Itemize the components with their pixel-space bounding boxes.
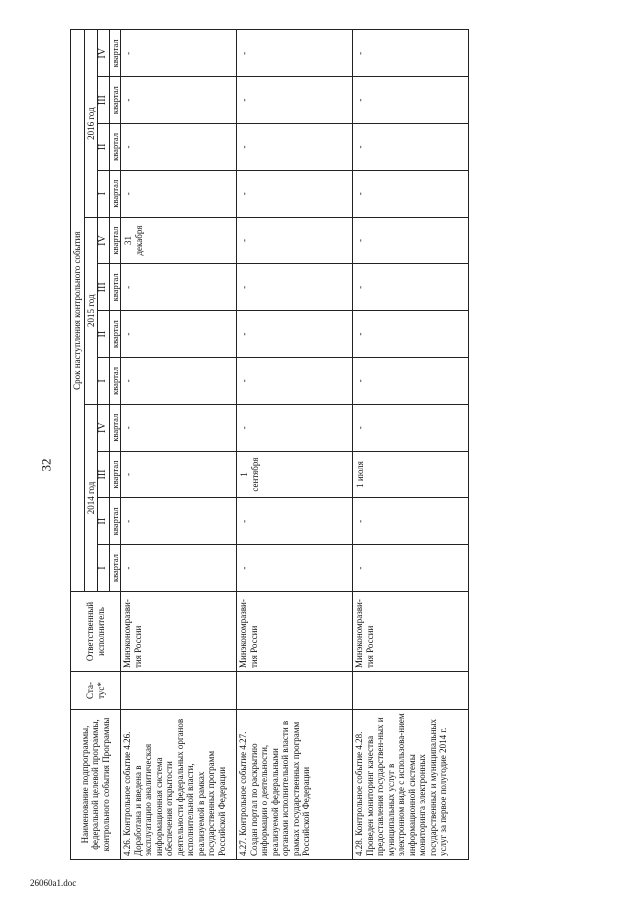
control-events-table — [70, 29, 469, 860]
header-quarter-word: квартал — [109, 545, 121, 592]
header-quarter-word: квартал — [109, 311, 121, 358]
header-quarter-numeral: II — [98, 498, 110, 545]
quarter-deadline-cell: - — [121, 358, 237, 405]
event-description: Проведен мониторинг качества предоставления государствен-ных и муниципальных услуг в электронном виде с использова-нием информационной системы мониторинга электронных государственных и муниципальных услуг за первое полугодие 2014 г. — [364, 713, 448, 856]
status-cell — [121, 672, 237, 710]
event-description: Создан портал по раскрытию информации о деятельности, реализуемой федеральными органами исполнительной власти в рамках государственных программ Российской Федерации — [248, 720, 311, 856]
quarter-deadline-cell: - — [121, 77, 237, 124]
quarter-deadline-cell: - — [353, 124, 469, 171]
header-quarter-word: квартал — [109, 498, 121, 545]
quarter-deadline-cell: - — [121, 545, 237, 592]
header-quarter-word: квартал — [109, 404, 121, 451]
header-quarter-numeral: IV — [98, 217, 110, 264]
header-executor: Ответственный исполнитель — [71, 592, 121, 672]
quarter-deadline-cell: - — [121, 451, 237, 498]
event-title: 4.28. Контрольное событие 4.28. — [354, 731, 364, 856]
quarter-deadline-cell: - — [353, 404, 469, 451]
header-quarter-numeral: I — [98, 545, 110, 592]
header-name: Наименование подпрограммы, федеральной целевой программы, контрольного события Программы — [71, 710, 121, 860]
quarter-deadline-cell: - — [121, 498, 237, 545]
header-quarter-word: квартал — [109, 264, 121, 311]
quarter-deadline-cell: - — [237, 264, 353, 311]
quarter-deadline-cell: - — [237, 124, 353, 171]
footer-document-code: 26060a1.doc — [30, 878, 77, 888]
header-quarter-word: квартал — [109, 217, 121, 264]
header-quarter-numeral: III — [98, 77, 110, 124]
quarter-deadline-cell: - — [237, 404, 353, 451]
quarter-deadline-cell: 1 сентября — [237, 451, 353, 498]
quarter-deadline-cell: - — [121, 404, 237, 451]
status-cell — [237, 672, 353, 710]
executor-cell: Минэкономразви-тия России — [237, 592, 353, 672]
quarter-deadline-cell: - — [237, 545, 353, 592]
quarter-deadline-cell: - — [353, 545, 469, 592]
header-year: 2015 год — [84, 217, 98, 404]
quarter-deadline-cell: - — [353, 217, 469, 264]
page-number: 32 — [38, 458, 54, 472]
header-quarter-numeral: III — [98, 264, 110, 311]
quarter-deadline-cell: - — [353, 77, 469, 124]
quarter-deadline-cell: - — [353, 311, 469, 358]
event-cell — [237, 710, 353, 860]
table-row — [237, 30, 353, 860]
table-row — [353, 30, 469, 860]
header-quarter-numeral: IV — [98, 404, 110, 451]
header-deadline: Срок наступления контрольного события — [71, 30, 85, 592]
quarter-deadline-cell: - — [237, 311, 353, 358]
quarter-deadline-cell: - — [237, 358, 353, 405]
quarter-deadline-cell: - — [237, 77, 353, 124]
header-quarter-word: квартал — [109, 451, 121, 498]
event-title: 4.26. Контрольное событие 4.26. — [122, 731, 132, 856]
quarter-deadline-cell: 31 декабря — [121, 217, 237, 264]
header-quarter-word: квартал — [109, 124, 121, 171]
header-quarter-numeral: IV — [98, 30, 110, 77]
header-quarter-numeral: II — [98, 311, 110, 358]
quarter-deadline-cell: 1 июля — [353, 451, 469, 498]
header-status: Ста-тус* — [71, 672, 121, 710]
quarter-deadline-cell: - — [121, 311, 237, 358]
header-year: 2014 год — [84, 404, 98, 591]
quarter-deadline-cell: - — [237, 170, 353, 217]
header-quarter-word: квартал — [109, 170, 121, 217]
header-quarter-numeral: III — [98, 451, 110, 498]
quarter-deadline-cell: - — [121, 124, 237, 171]
quarter-deadline-cell: - — [353, 30, 469, 77]
header-quarter-numeral: I — [98, 358, 110, 405]
header-year: 2016 год — [84, 30, 98, 217]
event-description: Доработана и введена в эксплуатацию аналитическая информационная система обеспечения открытости деятельности федеральных органов исполнительной власти, реализуемой в рамках государственных программ Российской Федерации — [132, 718, 227, 856]
header-quarter-word: квартал — [109, 358, 121, 405]
event-cell — [353, 710, 469, 860]
table-row — [121, 30, 237, 860]
quarter-deadline-cell: - — [353, 498, 469, 545]
quarter-deadline-cell: - — [353, 264, 469, 311]
quarter-deadline-cell: - — [121, 30, 237, 77]
quarter-deadline-cell: - — [237, 498, 353, 545]
status-cell — [353, 672, 469, 710]
quarter-deadline-cell: - — [237, 30, 353, 77]
executor-cell: Минэкономразви-тия России — [121, 592, 237, 672]
event-cell — [121, 710, 237, 860]
quarter-deadline-cell: - — [353, 170, 469, 217]
header-quarter-word: квартал — [109, 77, 121, 124]
event-title: 4.27. Контрольное событие 4.27. — [238, 731, 248, 856]
quarter-deadline-cell: - — [237, 217, 353, 264]
executor-cell: Минэкономразви-тия России — [353, 592, 469, 672]
header-quarter-numeral: II — [98, 124, 110, 171]
header-quarter-numeral: I — [98, 170, 110, 217]
rotated-table-container — [70, 0, 570, 860]
quarter-deadline-cell: - — [353, 358, 469, 405]
quarter-deadline-cell: - — [121, 170, 237, 217]
header-quarter-word: квартал — [109, 30, 121, 77]
quarter-deadline-cell: - — [121, 264, 237, 311]
